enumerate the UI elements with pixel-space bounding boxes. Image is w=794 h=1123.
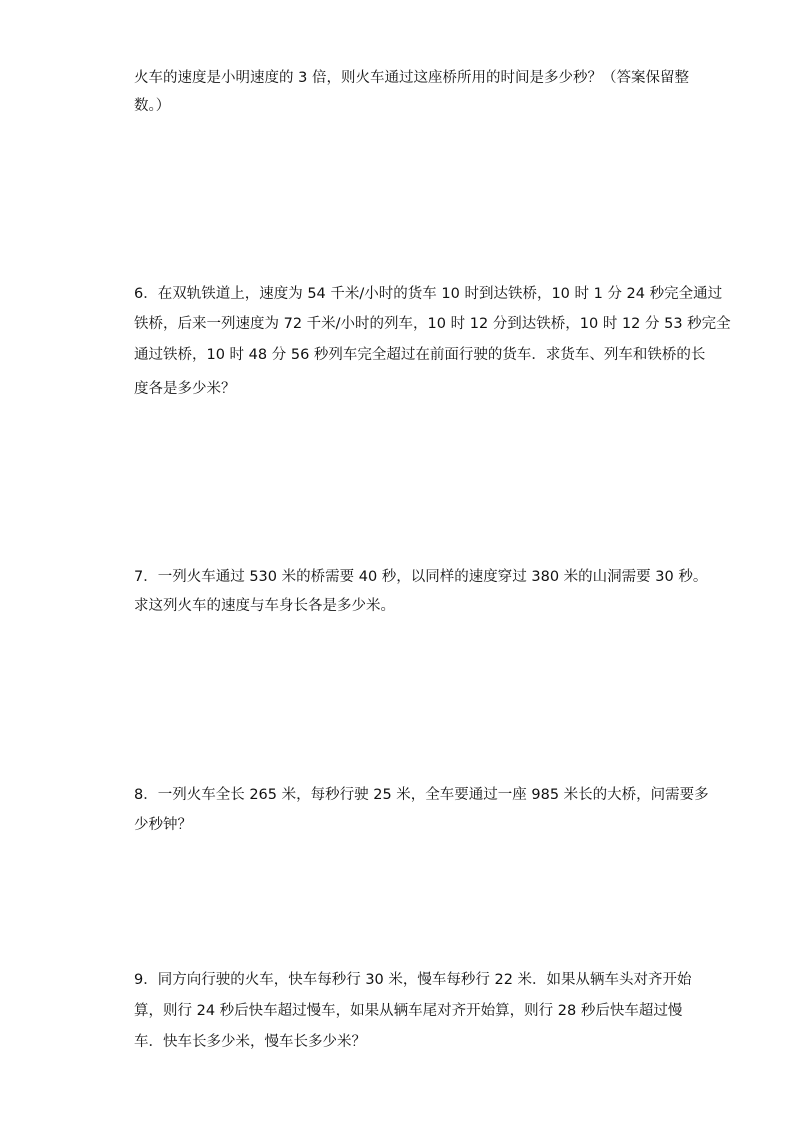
text-line: 7．一列火车通过 530 米的桥需要 40 秒，以同样的速度穿过 380 米的山洞需要 30 秒。: [134, 569, 708, 585]
text-line: 算，则行 24 秒后快车超过慢车，如果从辆车尾对齐开始算，则行 28 秒后快车超过慢: [134, 1003, 683, 1019]
text-line: 9．同方向行驶的火车，快车每秒行 30 米，慢车每秒行 22 米．如果从辆车头对齐开始: [134, 972, 692, 988]
text-line: 铁桥，后来一列速度为 72 千米/小时的列车，10 时 12 分到达铁桥，10 时 12 分 53 秒完全: [134, 316, 731, 332]
text-line: 6．在双轨铁道上，速度为 54 千米/小时的货车 10 时到达铁桥，10 时 1 分 24 秒完全通过: [134, 286, 723, 302]
text-line: 车．快车长多少米，慢车长多少米？: [134, 1034, 366, 1050]
text-line: 求这列火车的速度与车身长各是多少米。: [134, 598, 395, 614]
text-line: 8．一列火车全长 265 米，每秒行驶 25 米，全车要通过一座 985 米长的大桥，问需要多: [134, 787, 709, 803]
text-line: 火车的速度是小明速度的 3 倍，则火车通过这座桥所用的时间是多少秒？（答案保留整: [134, 70, 689, 86]
text-line: 度各是多少米？: [134, 381, 236, 397]
text-line: 少秒钟？: [134, 817, 192, 833]
text-line: 数。）: [134, 98, 171, 114]
text-line: 通过铁桥，10 时 48 分 56 秒列车完全超过在前面行驶的货车．求货车、列车和铁桥的长: [134, 347, 706, 363]
